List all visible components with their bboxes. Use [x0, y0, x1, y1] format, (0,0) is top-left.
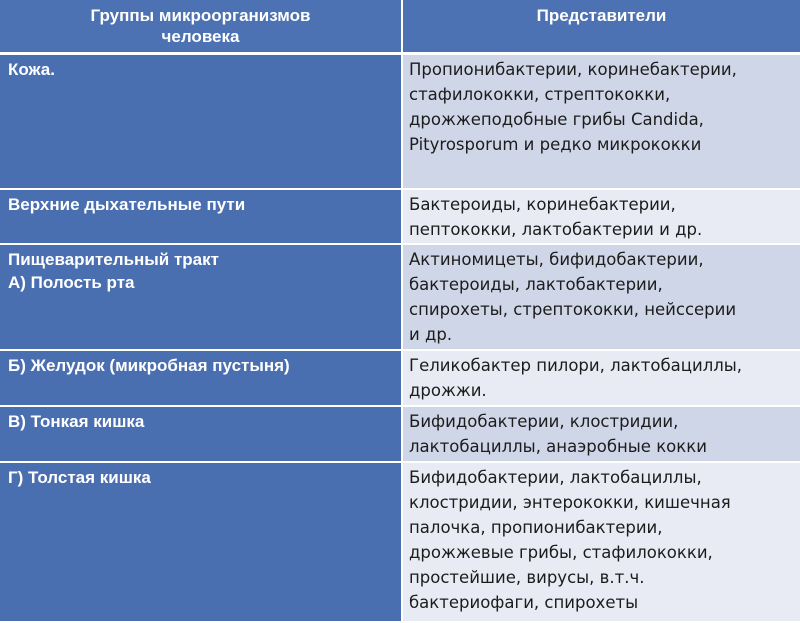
group-label: Верхние дыхательные пути [8, 194, 246, 214]
rep-line: бактериофаги, спирохеты [409, 592, 639, 612]
representatives-cell-small-intestine [402, 406, 800, 462]
rep-line: простейшие, вирусы, в.т.ч. [409, 567, 645, 587]
representatives-cell-stomach [402, 350, 800, 406]
rep-line: дрожжевые грибы, стафилококки, [409, 542, 713, 562]
group-cell-large-intestine [0, 462, 402, 622]
group-label: Кожа. [8, 60, 55, 79]
rep-line: пептококки, лактобактерии и др. [409, 219, 703, 239]
group-label: Б) Желудок (микробная пустыня) [8, 355, 290, 375]
header-row [0, 0, 800, 54]
table-row-stomach [0, 350, 800, 406]
representatives-cell-skin [402, 54, 800, 189]
representatives-cell-upper-airways [402, 189, 800, 244]
rep-line: Pityrosporum и редко микрококки [409, 135, 702, 154]
group-cell-upper-airways [0, 189, 402, 244]
rep-line: Бифидобактерии, клостридии, [409, 411, 679, 431]
header-groups-line-1: Группы микроорганизмов [90, 6, 311, 25]
header-groups [0, 0, 402, 54]
group-label: Пищеварительный тракт [8, 249, 219, 269]
group-cell-skin [0, 54, 402, 189]
rep-line: Бифидобактерии, лактобациллы, [409, 467, 702, 487]
rep-line: дрожжеподобные грибы Candida, [409, 110, 704, 129]
representatives-cell-oral-cavity [402, 244, 800, 350]
group-cell-stomach [0, 350, 402, 406]
rep-line: Бактероиды, коринебактерии, [409, 194, 676, 214]
group-label: Г) Толстая кишка [8, 467, 151, 487]
rep-line: спирохеты, стрептококки, нейссерии [409, 299, 737, 319]
table-row-upper-airways [0, 189, 800, 244]
header-representatives [402, 0, 800, 54]
group-cell-small-intestine [0, 406, 402, 462]
table-row-small-intestine [0, 406, 800, 462]
rep-line: клостридии, энтерококки, кишечная [409, 492, 731, 512]
group-cell-oral-cavity [0, 244, 402, 350]
rep-line: Актиномицеты, бифидобактерии, [409, 249, 704, 269]
rep-line: палочка, пропионибактерии, [409, 517, 663, 537]
group-label: В) Тонкая кишка [8, 411, 145, 431]
rep-line: и др. [409, 324, 453, 344]
table-row-large-intestine [0, 462, 800, 622]
rep-line: лактобациллы, анаэробные кокки [409, 436, 707, 456]
rep-line: дрожжи. [409, 380, 487, 400]
rep-line: Геликобактер пилори, лактобациллы, [409, 355, 743, 375]
rep-line: стафилококки, стрептококки, [409, 85, 671, 104]
header-representatives-label: Представители [536, 6, 667, 25]
header-groups-line-2: человека [161, 27, 240, 46]
representatives-cell-large-intestine [402, 462, 800, 622]
rep-line: Пропионибактерии, коринебактерии, [409, 60, 737, 79]
table-row-oral-cavity [0, 244, 800, 350]
table-row-skin [0, 54, 800, 189]
group-label: А) Полость рта [8, 272, 135, 292]
rep-line: бактероиды, лактобактерии, [409, 274, 663, 294]
